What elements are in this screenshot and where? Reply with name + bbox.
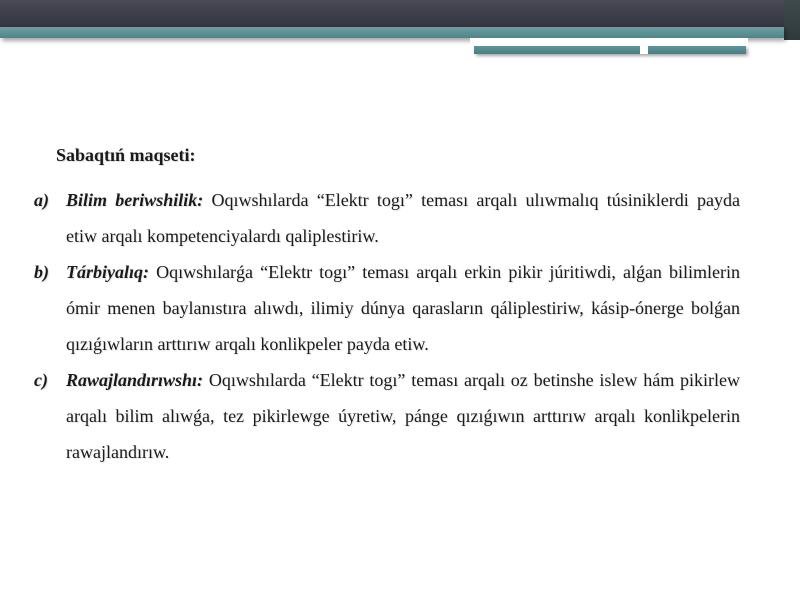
objective-label: Rawajlandırıwshı: [66, 370, 204, 390]
header-teal-substripe [474, 46, 746, 54]
objective-item-a [34, 182, 740, 254]
objective-body: Oqıwshılarǵa “Elektr togı” teması arqalı erkin pikir júritiwdi, alǵan bilimlerin ómir menen baylanıstıra alıwdı, ilimiy dúnya qarasların qáliplestiriw, kásip-ónerge bolǵan qızıǵıwların arttırıw arqalı konlikpeler payda etiw. [66, 262, 740, 354]
slide-content [34, 145, 740, 470]
objective-item-b [34, 254, 740, 362]
list-marker: b) [34, 262, 49, 282]
objective-body: Oqıwshılarda “Elektr togı” teması arqalı ulıwmalıq túsiniklerdi payda etiw arqalı kompetenciyalardı qaliplestiriw. [66, 190, 740, 246]
list-marker: c) [34, 370, 48, 390]
objective-body: Oqıwshılarda “Elektr togı” teması arqalı oz betinshe islew hám pikirlew arqalı bilim alıwǵa, tez pikirlewge úyretiw, pánge qızıǵıwın arttırıw arqalı konlikpelerin rawajlandırıw. [66, 370, 740, 462]
objective-item-c [34, 362, 740, 470]
header-substripe-gap [640, 46, 648, 54]
header-teal-stripe [0, 27, 784, 38]
header-corner-block [784, 0, 800, 40]
header-dark-band [0, 0, 784, 27]
slide-heading: Sabaqtıń maqseti: [56, 145, 196, 165]
header-white-tab [470, 38, 748, 46]
objective-text [66, 254, 740, 362]
objective-text [66, 362, 740, 470]
objective-label: Tárbiyalıq: [66, 262, 149, 282]
objective-label: Bilim beriwshilik: [66, 190, 204, 210]
list-marker: a) [34, 190, 49, 210]
objective-text [66, 182, 740, 254]
